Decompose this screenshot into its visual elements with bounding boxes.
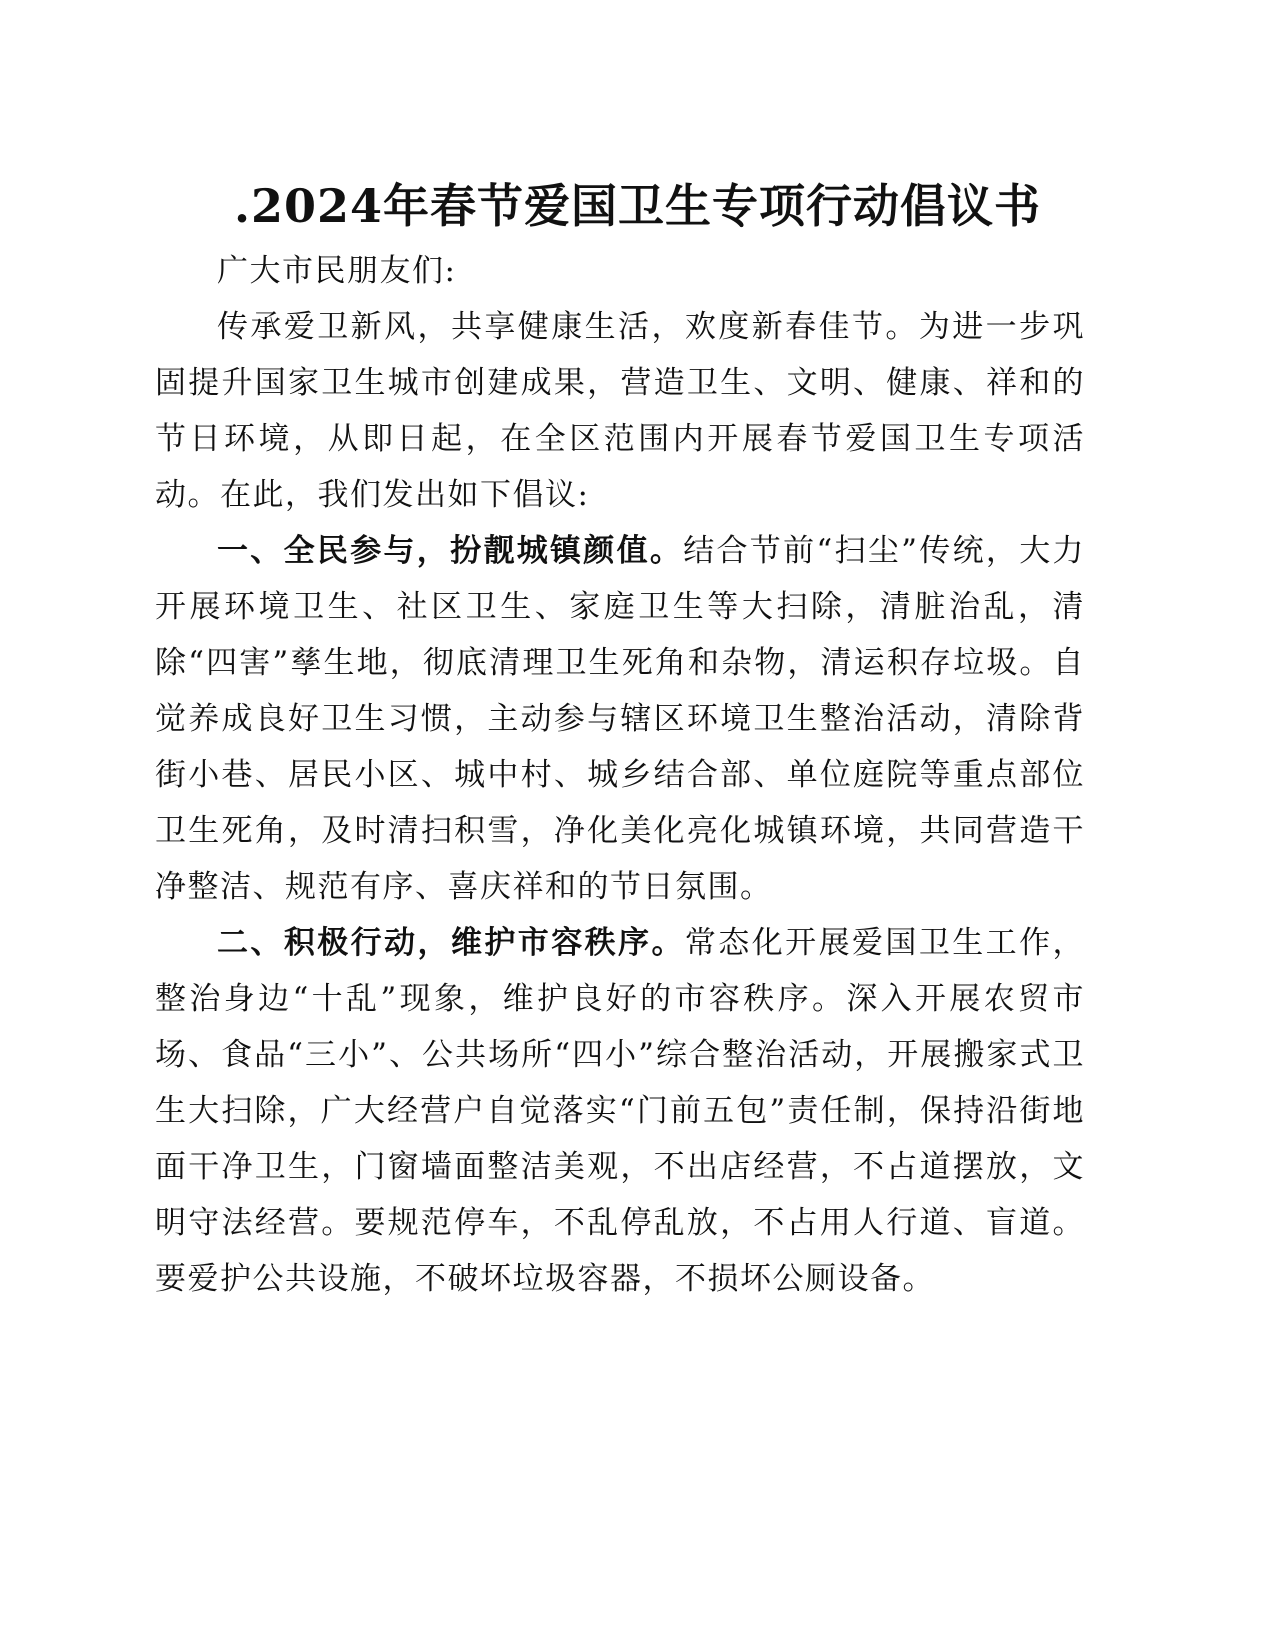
section-1-heading: 一、全民参与，扮靓城镇颜值。 (217, 533, 684, 569)
section-1-text: 结合节前“扫尘”传统，大力开展环境卫生、社区卫生、家庭卫生等大扫除，清脏治乱，清除“四害”孳生地，彻底清理卫生死角和杂物，清运积存垃圾。自觉养成良好卫生习惯，主动参与辖区环境卫生整治活动，清除背街小巷、居民小区、城中村、城乡结合部、单位庭院等重点部位卫生死角，及时清扫积雪，净化美化亮化城镇环境，共同营造干净整洁、规范有序、喜庆祥和的节日氛围。 (155, 533, 1085, 905)
section-2-heading: 二、积极行动，维护市容秩序。 (217, 925, 685, 961)
paragraph-intro-text: 传承爱卫新风，共享健康生活，欢度新春佳节。为进一步巩固提升国家卫生城市创建成果，营造卫生、文明、健康、祥和的节日环境，从即日起，在全区范围内开展春节爱国卫生专项活动。在此，我们发出如下倡议: (155, 309, 1085, 513)
paragraph-section-1 (155, 523, 1085, 915)
paragraph-section-2 (155, 915, 1085, 1307)
greeting: 广大市民朋友们: (217, 253, 457, 289)
document-title: .2024年春节爱国卫生专项行动倡议书 (233, 179, 1042, 233)
document-body (155, 243, 1085, 1307)
paragraph-intro (155, 299, 1085, 523)
section-2-text: 常态化开展爱国卫生工作，整治身边“十乱”现象，维护良好的市容秩序。深入开展农贸市场、食品“三小”、公共场所“四小”综合整治活动，开展搬家式卫生大扫除，广大经营户自觉落实“门前五包”责任制，保持沿街地面干净卫生，门窗墙面整洁美观，不出店经营，不占道摆放，文明守法经营。要规范停车，不乱停乱放，不占用人行道、盲道。要爱护公共设施，不破坏垃圾容器，不损坏公厕设备。 (155, 925, 1086, 1297)
